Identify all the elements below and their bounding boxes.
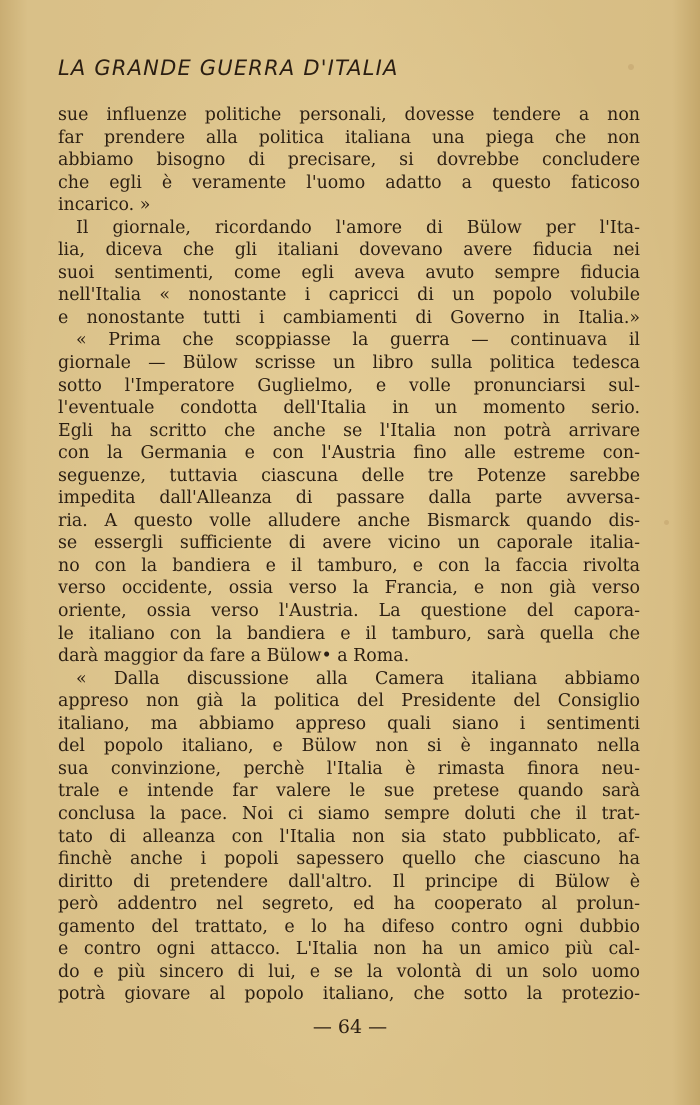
text-line: lia, diceva che gli italiani dovevano avere fiducia nei [58,240,640,261]
text-line: con la Germania e con l'Austria fino alle estreme con- [58,443,640,464]
text-line: che egli è veramente l'uomo adatto a questo faticoso [58,172,640,193]
text-line: se essergli sufficiente di avere vicino un caporale italia- [58,533,640,554]
text-line: seguenze, tuttavia ciascuna delle tre Potenze sarebbe [58,465,640,486]
text-line: « Prima che scoppiasse la guerra — continuava il [76,330,640,351]
text-line: gamento del trattato, e lo ha difeso contro ogni dubbio [58,916,640,937]
text-line: diritto di pretendere dall'altro. Il principe di Bülow è [58,871,640,892]
text-line: far prendere alla politica italiana una piega che non [58,127,640,148]
text-line: le italiano con la bandiera e il tamburo, sarà quella che [58,623,640,644]
text-line: verso occidente, ossia verso la Francia, e non già verso [58,578,640,599]
text-line: tato di alleanza con l'Italia non sia stato pubblicato, af- [58,826,640,847]
text-line: incarico. » [58,195,151,216]
text-line: però addentro nel segreto, ed ha cooperato al prolun- [58,894,640,915]
page-number: — 64 — [312,1016,388,1038]
text-line: e contro ogni attacco. L'Italia non ha un amico più cal- [58,939,640,960]
text-line: del popolo italiano, e Bülow non si è ingannato nella [58,736,640,757]
text-line: oriente, ossia verso l'Austria. La questione del capora- [58,601,640,622]
text-line: darà maggior da fare a Bülow• a Roma. [58,646,410,667]
text-line: sua convinzione, perchè l'Italia è rimasta finora neu- [58,758,640,779]
text-line: sotto l'Imperatore Guglielmo, e volle pronunciarsi sul- [58,375,640,396]
text-line: sue influenze politiche personali, dovesse tendere a non [58,105,640,125]
text-line: giornale — Bülow scrisse un libro sulla politica tedesca [58,353,640,374]
text-line: impedita dall'Alleanza di passare dalla parte avversa- [58,488,640,509]
text-line: finchè anche i popoli sapessero quello che ciascuno ha [58,849,640,870]
text-line: appreso non già la politica del Presidente del Consiglio [58,691,640,712]
text-line: « Dalla discussione alla Camera italiana abbiamo [76,668,640,689]
text-line: italiano, ma abbiamo appreso quali siano i sentimenti [58,713,640,734]
text-line: Egli ha scritto che anche se l'Italia non potrà arrivare [58,420,640,441]
text-line: no con la bandiera e il tamburo, e con la faccia rivolta [58,555,640,576]
paper-stain [628,64,634,70]
paper-stain [664,520,669,525]
text-line: do e più sincero di lui, e se la volontà di un solo uomo [58,961,640,982]
text-line: nell'Italia « nonostante i capricci di un popolo volubile [58,285,640,306]
text-line: trale e intende far valere le sue pretese quando sarà [58,781,640,802]
text-line: abbiamo bisogno di precisare, si dovrebbe concludere [58,150,640,171]
text-line: Il giornale, ricordando l'amore di Bülow per l'Ita- [76,217,640,238]
text-line: e nonostante tutti i cambiamenti di Governo in Italia.» [58,307,640,328]
text-line: conclusa la pace. Noi ci siamo sempre doluti che il trat- [58,803,640,824]
text-line: suoi sentimenti, come egli aveva avuto sempre fiducia [58,262,640,283]
text-line: l'eventuale condotta dell'Italia in un momento serio. [58,398,640,419]
running-head: LA GRANDE GUERRA D'ITALIA [58,56,399,80]
text-line: potrà giovare al popolo italiano, che sotto la protezio- [58,984,640,1005]
text-line: ria. A questo volle alludere anche Bismarck quando dis- [58,510,640,531]
body-text [58,104,640,1006]
